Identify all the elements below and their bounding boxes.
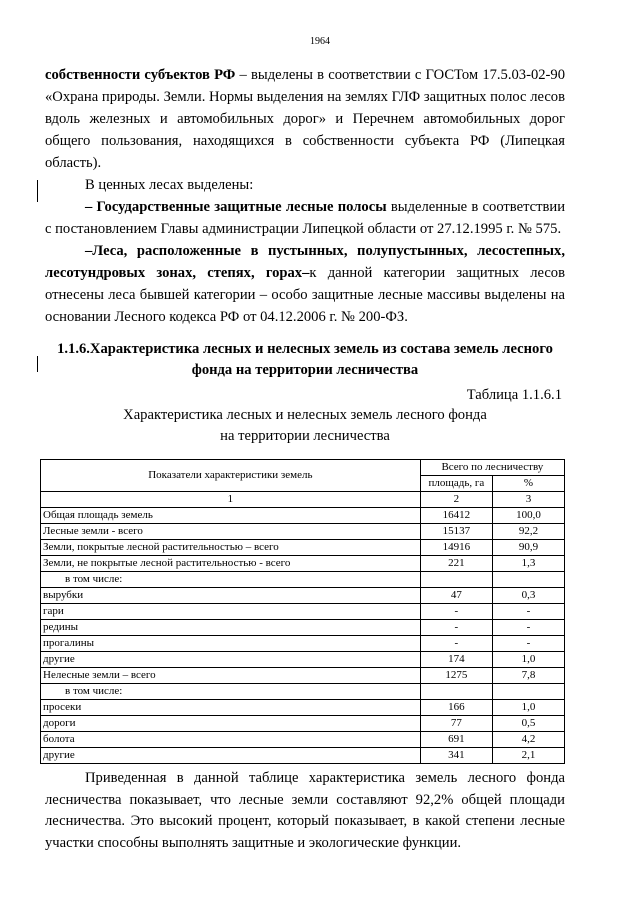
row-label: гари: [41, 604, 421, 620]
header-total: Всего по лесничеству: [420, 460, 564, 476]
table-row: [41, 684, 565, 700]
row-label: просеки: [41, 700, 421, 716]
table-row: [41, 556, 565, 572]
row-area: 16412: [420, 508, 492, 524]
header-area: площадь, га: [420, 476, 492, 492]
row-area: [420, 684, 492, 700]
table-row: [41, 716, 565, 732]
row-percent: 7,8: [493, 668, 565, 684]
table-row: [41, 732, 565, 748]
row-percent: 100,0: [493, 508, 565, 524]
row-label: вырубки: [41, 588, 421, 604]
item-desert-forests-title: –Леса, расположенные в пустынных, полупустынных, лесостепных, лесотундровых зонах, степях, горах–: [45, 243, 565, 281]
row-percent: 2,1: [493, 748, 565, 764]
table-header-row: [41, 460, 565, 476]
table-row: [41, 652, 565, 668]
row-percent: 1,0: [493, 652, 565, 668]
row-area: 691: [420, 732, 492, 748]
row-area: -: [420, 604, 492, 620]
row-area: 15137: [420, 524, 492, 540]
row-percent: [493, 572, 565, 588]
table-row: [41, 700, 565, 716]
row-area: 221: [420, 556, 492, 572]
row-percent: 1,3: [493, 556, 565, 572]
row-area: 14916: [420, 540, 492, 556]
row-area: -: [420, 636, 492, 652]
table-row: [41, 636, 565, 652]
table-row: [41, 508, 565, 524]
row-label: прогалины: [41, 636, 421, 652]
column-number: 1: [41, 492, 421, 508]
column-number: 2: [420, 492, 492, 508]
margin-change-bar: [37, 356, 38, 372]
row-percent: 90,9: [493, 540, 565, 556]
row-label: другие: [41, 652, 421, 668]
column-number-row: [41, 492, 565, 508]
section-heading-line1: 1.1.6.Характеристика лесных и нелесных земель из состава земель лесного: [57, 341, 553, 357]
row-label: болота: [41, 732, 421, 748]
row-label: Общая площадь земель: [41, 508, 421, 524]
intro-text: – выделены в соответствии с ГОСТом 17.5.03-02-90 «Охрана природы. Земли. Нормы выделения на землях ГЛФ защитных полос лесов вдоль железных и автомобильных дорог» и Перечнем автомобильных дорог общего пользования, находящихся в собственности субъекта РФ (Липецкая область).: [45, 67, 566, 171]
row-area: 77: [420, 716, 492, 732]
section-heading-line2: фонда на территории лесничества: [191, 362, 419, 378]
table-row: [41, 620, 565, 636]
table-row: [41, 524, 565, 540]
margin-change-bar: [37, 180, 38, 202]
table-title: [45, 405, 565, 447]
table-row: [41, 588, 565, 604]
row-label: Земли, покрытые лесной растительностью – всего: [41, 540, 421, 556]
intro-paragraph: [45, 64, 565, 174]
item-protective-strips: [45, 196, 565, 240]
header-percent: %: [493, 476, 565, 492]
row-percent: -: [493, 636, 565, 652]
item-desert-forests-text: к данной категории защитных лесов отнесены леса бывшей категории – особо защитные лесные массивы выделены на основании Лесного кодекса РФ от 04.12.2006 г. № 200-ФЗ.: [45, 265, 565, 325]
row-area: 174: [420, 652, 492, 668]
closing-paragraph: [45, 768, 565, 854]
row-percent: -: [493, 620, 565, 636]
row-percent: 92,2: [493, 524, 565, 540]
table-row: [41, 604, 565, 620]
table-label: Таблица 1.1.6.1: [466, 387, 562, 403]
row-area: 47: [420, 588, 492, 604]
row-area: 1275: [420, 668, 492, 684]
section-heading: [45, 339, 565, 381]
row-percent: 1,0: [493, 700, 565, 716]
table-row: [41, 668, 565, 684]
row-percent: [493, 684, 565, 700]
row-label: редины: [41, 620, 421, 636]
header-indicator: Показатели характеристики земель: [41, 460, 421, 492]
row-label: дороги: [41, 716, 421, 732]
table-body: [41, 508, 565, 764]
row-percent: 0,3: [493, 588, 565, 604]
land-characteristics-table: [40, 459, 565, 764]
row-area: -: [420, 620, 492, 636]
row-label: Земли, не покрытые лесной растительностью - всего: [41, 556, 421, 572]
row-label: в том числе:: [41, 684, 421, 700]
item-protective-strips-title: – Государственные защитные лесные полосы: [85, 199, 387, 215]
table-row: [41, 572, 565, 588]
row-label: Нелесные земли – всего: [41, 668, 421, 684]
row-label: другие: [41, 748, 421, 764]
table-title-line2: на территории лесничества: [220, 428, 390, 444]
table-row: [41, 748, 565, 764]
row-area: 166: [420, 700, 492, 716]
intro-bold-lead: собственности субъектов РФ: [45, 67, 236, 83]
table-title-line1: Характеристика лесных и нелесных земель лесного фонда: [123, 407, 487, 423]
item-protective-strips-text: выделенные в соответствии с постановлением Главы администрации Липецкой области от 27.12.1995 г. № 575.: [45, 199, 566, 237]
body-text-block: [45, 64, 565, 328]
row-label: в том числе:: [41, 572, 421, 588]
page-number: 1964: [310, 36, 330, 47]
row-area: [420, 572, 492, 588]
row-area: 341: [420, 748, 492, 764]
row-percent: 4,2: [493, 732, 565, 748]
item-desert-forests: [45, 240, 565, 328]
valuable-forests-intro: В ценных лесах выделены:: [85, 177, 254, 193]
row-percent: 0,5: [493, 716, 565, 732]
row-percent: -: [493, 604, 565, 620]
closing-text: Приведенная в данной таблице характеристика земель лесного фонда лесничества показывает, что лесные земли составляют 92,2% общей площади лесничества. Это высокий процент, который показывает, в какой степени лесные участки способны выполнять защитные и экологические функции.: [45, 770, 565, 851]
column-number: 3: [493, 492, 565, 508]
row-label: Лесные земли - всего: [41, 524, 421, 540]
table-row: [41, 540, 565, 556]
